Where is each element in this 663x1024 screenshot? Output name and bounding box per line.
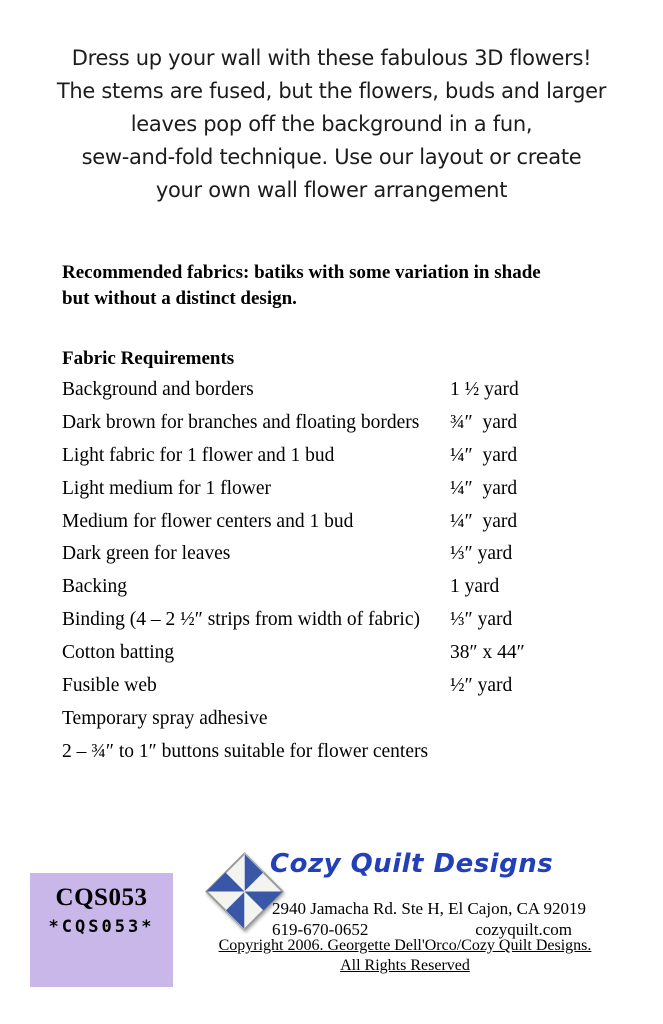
requirement-label: Dark brown for branches and floating borders [62,411,420,433]
fabric-requirements-heading: Fabric Requirements [62,348,235,369]
copyright-line: Copyright 2006. Georgette Dell'Orco/Cozy Quilt Designs. [218,937,592,954]
requirement-row [62,379,637,412]
copyright-notice [160,936,650,975]
requirement-row [62,511,637,544]
requirement-value: 1 ½ yard [450,379,519,400]
sku-box [30,873,173,987]
company-address: 2940 Jamacha Rd. Ste H, El Cajon, CA 92019 [272,899,587,918]
requirement-value: ¼″ yard [450,477,518,499]
website-url: cozyquilt.com [475,920,572,939]
requirement-row [62,576,637,609]
sku-code: CQS053 [55,884,148,911]
requirement-label: Dark green for leaves [62,543,231,565]
requirement-row [62,708,637,741]
requirement-row [62,609,637,642]
intro-line: sew-and-fold technique. Use our layout or create [81,145,582,169]
intro-paragraph [0,42,663,207]
requirement-row [62,642,637,675]
requirement-label: Background and borders [62,379,254,400]
requirement-row [62,543,637,576]
phone-number: 619-670-0652 [272,920,369,939]
requirement-value: ⅓″ yard [450,543,513,565]
requirement-value: ¾″ yard [450,411,518,433]
requirement-label: Light fabric for 1 flower and 1 bud [62,444,335,466]
requirement-label: Light medium for 1 flower [62,477,272,499]
requirement-label: Temporary spray adhesive [62,707,268,729]
copyright-line: All Rights Reserved [340,956,470,974]
requirement-label: 2 – ¾″ to 1″ buttons suitable for flower centers [62,740,429,762]
recommended-fabrics-note [62,260,602,312]
requirement-value: ¼″ yard [450,444,518,466]
fabric-requirements-list [62,379,637,774]
requirement-value: ¼″ yard [450,510,518,532]
requirement-value: 38″ x 44″ [450,642,525,664]
requirement-label: Medium for flower centers and 1 bud [62,510,354,532]
requirement-row [62,675,637,708]
requirement-row [62,412,637,445]
note-line: but without a distinct design. [62,288,297,309]
intro-line: leaves pop off the background in a fun, [130,112,533,136]
requirement-row [62,478,637,511]
intro-line: Dress up your wall with these fabulous 3D flowers! [71,46,592,70]
intro-line: your own wall flower arrangement [155,178,508,202]
requirement-label: Binding (4 – 2 ½″ strips from width of fabric) [62,609,420,631]
requirement-value: 1 yard [450,576,500,598]
intro-line: The stems are fused, but the flowers, buds and larger [56,79,607,103]
requirement-row [62,445,637,478]
requirement-row [62,741,637,774]
requirement-label: Cotton batting [62,642,175,664]
company-name: Cozy Quilt Designs [270,849,554,879]
requirement-label: Fusible web [62,675,157,697]
barcode-text: *CQS053* [48,917,155,937]
requirement-value: ⅓″ yard [450,609,513,631]
requirement-value: ½″ yard [450,675,513,697]
requirement-label: Backing [62,576,127,598]
note-line: Recommended fabrics: batiks with some variation in shade [62,262,541,283]
